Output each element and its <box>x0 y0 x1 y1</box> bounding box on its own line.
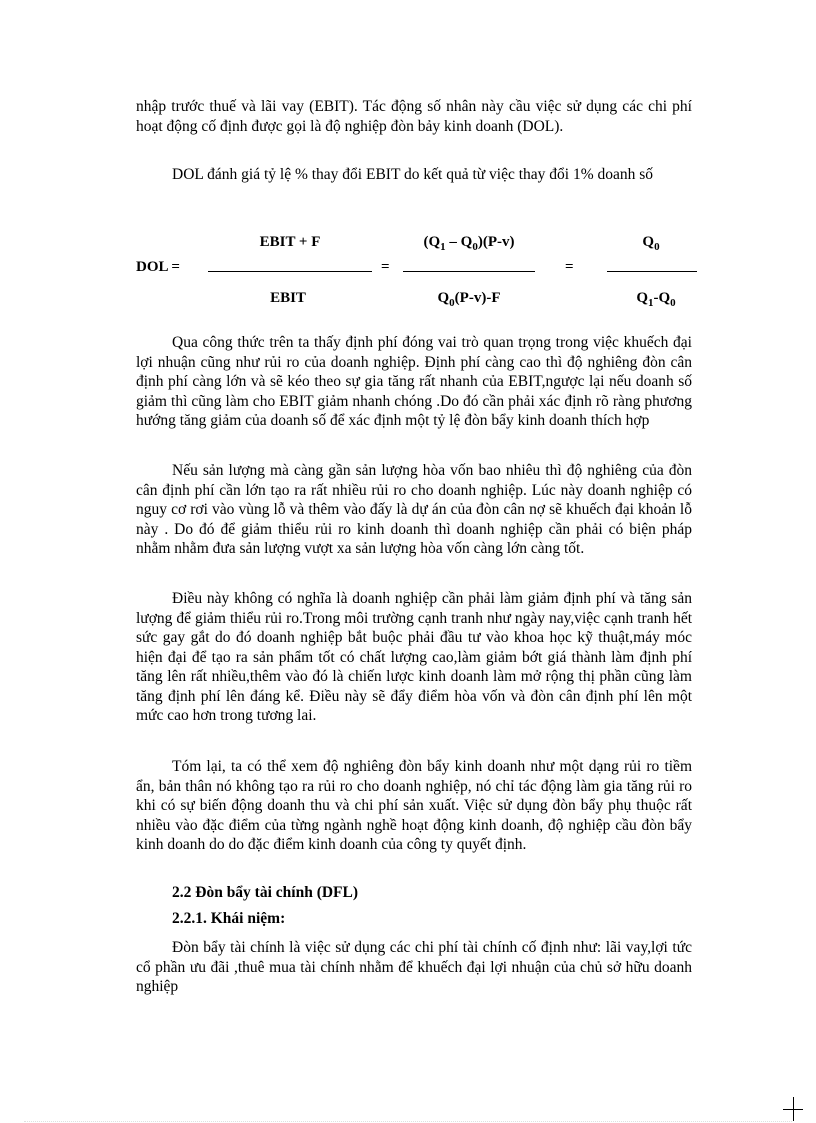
paragraph: Nếu sản lượng mà càng gần sản lượng hòa vốn bao nhiêu thì độ nghiêng của đòn cân định phí cần lớn tạo ra rất nhiều rủi ro cho doanh nghiệp. Lúc này doanh nghiệp có nguy cơ rơi vào vùng lỗ và thêm vào đấy là dự án của đòn cân nợ sẽ khuếch đại khoản lỗ này . Do đó để giảm thiểu rủi ro kinh doanh thì doanh nghiệp cần phải có biện pháp nhằm nhằm đưa sản lượng vượt xa sản lượng hòa vốn càng lớn càng tốt. <box>136 462 692 557</box>
section-heading: 2.2 Đòn bẩy tài chính (DFL) <box>172 884 359 901</box>
paragraph: Điều này không có nghĩa là doanh nghiệp cần phải làm giảm định phí và tăng sản lượng để giảm thiểu rủi ro.Trong môi trường cạnh tranh như ngày nay,việc cạnh tranh hết sức gay gắt do đó doanh nghiệp bắt buộc phải đầu tư vào khoa học kỹ thuật,máy móc hiện đại để tạo ra sản phẩm tốt có chất lượng cao,làm giảm bớt giá thành làm định phí tăng lên rất nhiều,thêm vào đó là chiến lược kinh doanh làm mở rộng thị phần cũng làm tăng định phí lên đáng kể. Điều này sẽ đẩy điểm hòa vốn và đòn cân định phí lên một mức cao hơn trong tương lai. <box>136 590 692 724</box>
fraction-bar-3 <box>607 271 697 272</box>
formula-equals-1: = <box>381 259 390 275</box>
subsection-heading: 2.2.1. Khái niệm: <box>172 910 286 927</box>
formula-equals-2: = <box>565 259 574 275</box>
formula-denominator-1: EBIT <box>270 290 306 306</box>
fraction-bar-1 <box>208 271 372 272</box>
paragraph: nhập trước thuế và lãi vay (EBIT). Tác động số nhân này cầu việc sử dụng các chi phí hoạt động cố định được gọi là độ nghiệp đòn bảy kinh doanh (DOL). <box>136 98 692 135</box>
paragraph: Qua công thức trên ta thấy định phí đóng vai trò quan trọng trong việc khuếch đại lợi nhuận cũng như rủi ro của doanh nghiệp. Định phí càng cao thì độ nghiêng đòn cân định phí càng lớn và sẽ kéo theo sự gia tăng rất nhanh của EBIT,ngược lại nếu doanh số giảm thì cũng làm cho EBIT giảm nhanh chóng .Do đó cần phải xác định rõ ràng phương hướng tăng giảm của doanh số để xác định một tỷ lệ đòn bẩy kinh doanh thích hợp <box>136 334 692 429</box>
formula-numerator-2: $(Q_1 - Q_0)(P-v)$ <box>423 234 515 253</box>
formula-denominator-2: $Q_0(P-v)-F$ <box>437 290 501 309</box>
page-boundary-line <box>24 1121 792 1122</box>
fraction-bar-2 <box>403 271 535 272</box>
formula-denominator-3: $Q_1-Q_0$ <box>636 290 676 309</box>
paragraph: Tóm lại, ta có thể xem độ nghiêng đòn bẩy kinh doanh như một dạng rủi ro tiềm ẩn, bản thân nó không tạo ra rủi ro cho doanh nghiệp, nó chỉ tác động làm gia tăng rủi ro khi có sự biến động doanh thu và chi phí sản xuất. Việc sử dụng đòn bẩy phụ thuộc rất nhiều vào đặc điểm của từng ngành nghề hoạt động kinh doanh, độ nghiệp cầu đòn bẩy kinh doanh do do đặc điểm kinh doanh của công ty quyết định. <box>136 758 692 853</box>
paragraph: Đòn bẩy tài chính là việc sử dụng các chi phí tài chính cố định như: lãi vay,lợi tức cổ phần ưu đãi ,thuê mua tài chính nhằm để khuếch đại lợi nhuận của chủ sở hữu doanh nghiệp <box>136 939 692 995</box>
formula-numerator-1: EBIT + F <box>259 234 321 250</box>
paragraph: DOL đánh giá tỷ lệ % thay đổi EBIT do kết quả từ việc thay đổi 1% doanh số <box>172 166 654 183</box>
formula-numerator-3: $Q_0$ <box>642 234 660 253</box>
formula-lhs: DOL = <box>136 259 180 275</box>
